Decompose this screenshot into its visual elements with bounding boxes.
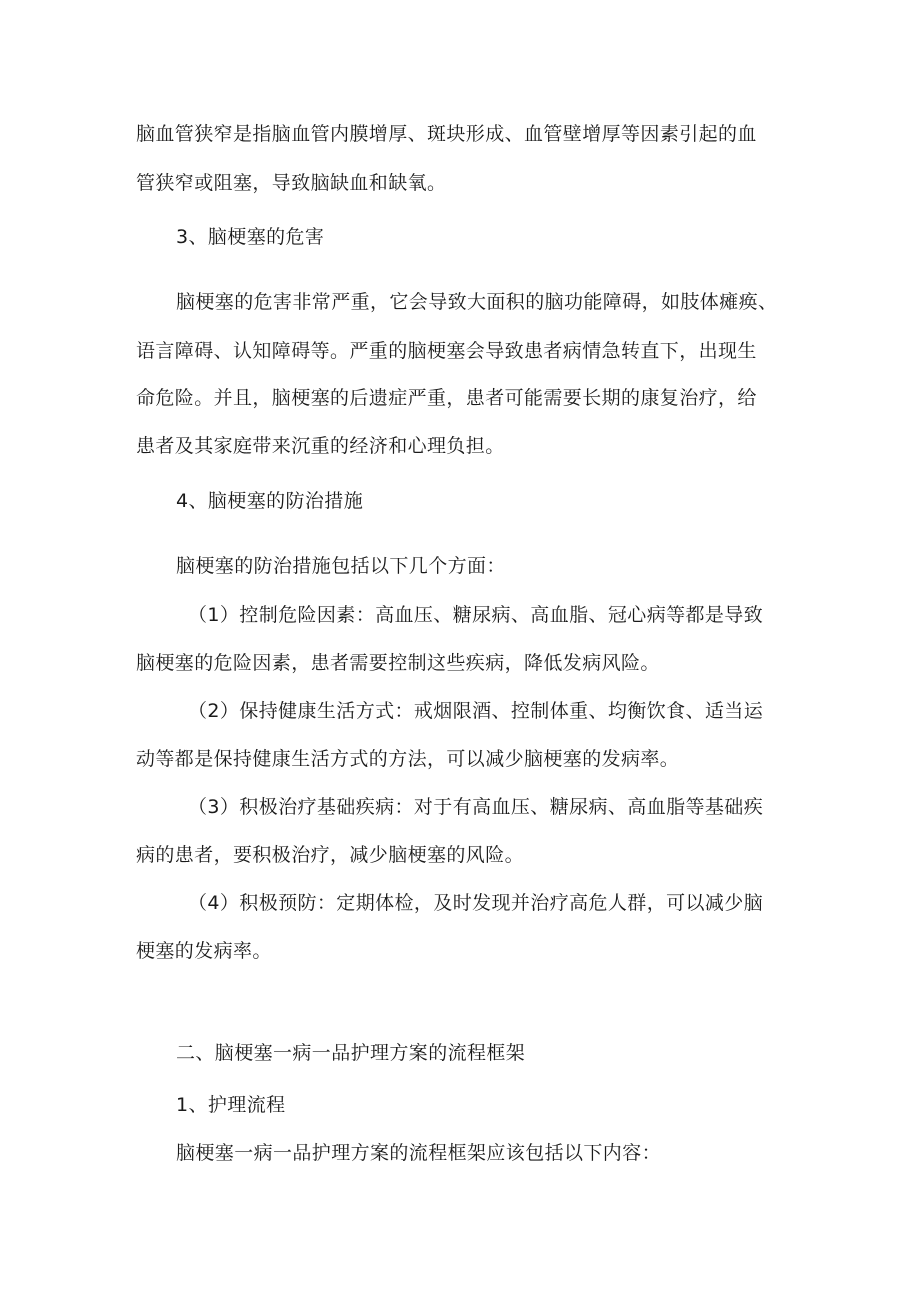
paragraph-line: 命危险。并且，脑梗塞的后遗症严重，患者可能需要长期的康复治疗，给 [136, 387, 757, 409]
paragraph-line: 管狭窄或阻塞，导致脑缺血和缺氧。 [136, 172, 447, 194]
paragraph-line: 脑血管狭窄是指脑血管内膜增厚、斑块形成、血管壁增厚等因素引起的血 [136, 123, 757, 145]
paragraph-line: 脑梗塞的防治措施包括以下几个方面： [176, 555, 506, 577]
list-item-line: 梗塞的发病率。 [136, 940, 272, 962]
list-item-line: 脑梗塞的危险因素，患者需要控制这些疾病，降低发病风险。 [136, 652, 660, 674]
list-item-line: （2）保持健康生活方式：戒烟限酒、控制体重、均衡饮食、适当运 [188, 700, 764, 722]
chapter-heading: 二、脑梗塞一病一品护理方案的流程框架 [176, 1042, 526, 1064]
list-item-line: 病的患者，要积极治疗，减少脑梗塞的风险。 [136, 844, 525, 866]
list-item-line: （1）控制危险因素：高血压、糖尿病、高血脂、冠心病等都是导致 [188, 604, 764, 626]
paragraph-line: 脑梗塞一病一品护理方案的流程框架应该包括以下内容： [176, 1142, 662, 1164]
section-heading: 3、脑梗塞的危害 [176, 226, 325, 248]
list-item-line: 动等都是保持健康生活方式的方法，可以减少脑梗塞的发病率。 [136, 748, 680, 770]
section-heading: 4、脑梗塞的防治措施 [176, 490, 364, 512]
list-item-line: （4）积极预防：定期体检，及时发现并治疗高危人群，可以减少脑 [188, 892, 764, 914]
list-item-line: （3）积极治疗基础疾病：对于有高血压、糖尿病、高血脂等基础疾 [188, 796, 764, 818]
paragraph-line: 语言障碍、认知障碍等。严重的脑梗塞会导致患者病情急转直下，出现生 [136, 340, 757, 362]
paragraph-line: 脑梗塞的危害非常严重，它会导致大面积的脑功能障碍，如肢体瘫痪、 [176, 291, 778, 313]
paragraph-line: 患者及其家庭带来沉重的经济和心理负担。 [136, 435, 505, 457]
section-heading: 1、护理流程 [176, 1094, 286, 1116]
